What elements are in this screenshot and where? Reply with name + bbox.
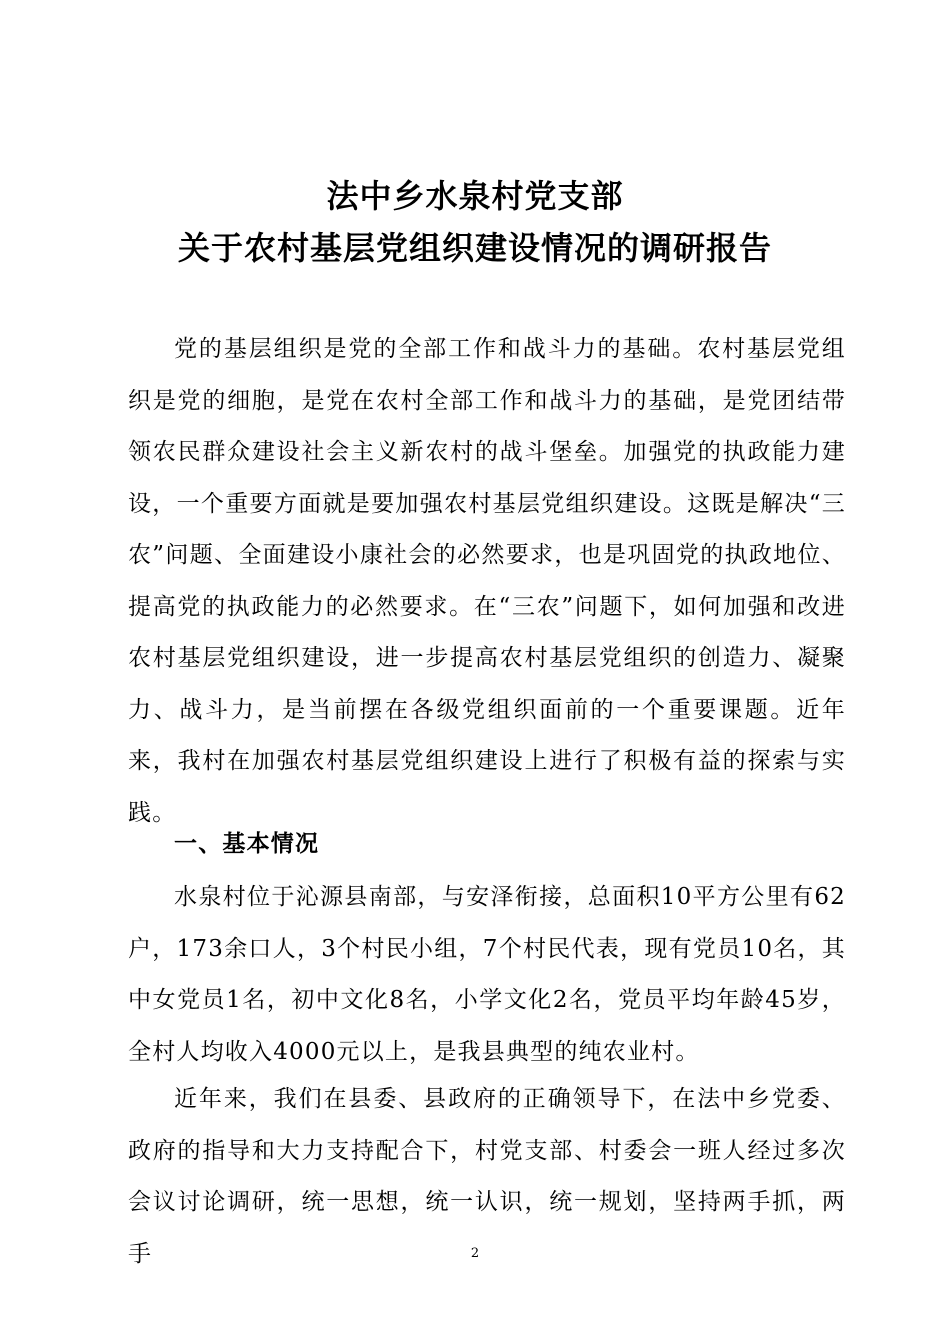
intro-paragraph: 党的基层组织是党的全部工作和战斗力的基础。农村基层党组织是党的细胞，是党在农村全部工作和战斗力的基础，是党团结带领农民群众建设社会主义新农村的战斗堡垒。加强党的执政能力建设，一个重要方面就是要加强农村基层党组织建设。这既是解决“三农”问题、全面建设小康社会的必然要求，也是巩固党的执政地位、提高党的执政能力的必然要求。在“三农”问题下，如何加强和改进农村基层党组织建设，进一步提高农村基层党组织的创造力、凝聚力、战斗力，是当前摆在各级党组织面前的一个重要课题。近年来，我村在加强农村基层党组织建设上进行了积极有益的探索与实践。 bbox=[128, 336, 846, 826]
recent-years-paragraph: 近年来，我们在县委、县政府的正确领导下，在法中乡党委、政府的指导和大力支持配合下，村党支部、村委会一班人经过多次会议讨论调研，统一思想，统一认识，统一规划，坚持两手抓，两手 bbox=[128, 1086, 846, 1267]
document-title-line1: 法中乡水泉村党支部 bbox=[326, 177, 624, 215]
basic-situation-paragraph: 水泉村位于沁源县南部，与安泽衔接，总面积10平方公里有62户，173余口人，3个村民小组，7个村民代表，现有党员10名，其中女党员1名，初中文化8名，小学文化2名，党员平均年龄45岁，全村人均收入4000元以上，是我县典型的纯农业村。 bbox=[128, 884, 846, 1065]
page-number: 2 bbox=[470, 1246, 480, 1261]
section-heading-basic-situation: 一、基本情况 bbox=[174, 831, 320, 857]
document-title-line2: 关于农村基层党组织建设情况的调研报告 bbox=[177, 229, 772, 267]
